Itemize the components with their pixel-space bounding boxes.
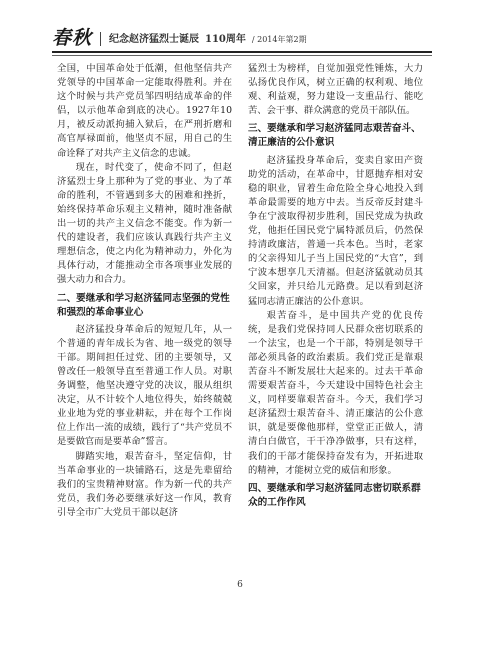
paragraph: 赵济猛投身革命后的短短几年，从一个普通的青年成长为省、地一级党的领导干部。期间担任过党、团的主要领导，又曾改任一般领导直至普通工作人员。对职务调整，他坚决遵守党的决议，服从组织决定，从不计较个人地位得失，始终兢兢业业地为党的事业耕耘，并在每个工作岗位上作出一流的成绩，践行了“共产党员不是要做官而是要革命”誓言。 (57, 323, 232, 448)
paragraph: 全国，中国革命处于低潮，但他坚信共产党领导的中国革命一定能取得胜利。并在这个时候与共产党员邹四明结成革命的伴侣，以示他革命到底的决心。1927年10月，被反动派拘捕入狱后，在严刑折磨和高官厚禄面前，他坚贞不屈，用自己的生命诠释了对共产主义信念的忠诚。 (57, 63, 232, 159)
right-column (248, 62, 423, 617)
paragraph: 艰苦奋斗，是中国共产党的优良传统，是我们党保持同人民群众密切联系的一个法宝，也是一个干部，特别是领导干部必须具备的政治素质。我们党正是靠艰苦奋斗不断发展壮大起来的。过去干革命需要艰苦奋斗，今天建设中国特色社会主义，同样要靠艰苦奋斗。今天，我们学习赵济猛烈士艰苦奋斗、清正廉洁的公仆意识，就是要像他那样，堂堂正正做人，清清白白做官，干干净净做事，只有这样，我们的干部才能保持奋发有为，开拓进取的精神，才能树立党的威信和形象。 (248, 309, 423, 476)
header-anniversary: 110周年 (205, 34, 246, 45)
section-heading-3: 三、要继承和学习赵济猛同志艰苦奋斗、清正廉洁的公仆意识 (248, 123, 421, 149)
header-rule-thick (52, 51, 432, 53)
page-header (52, 28, 432, 48)
journal-logo: 春秋 (52, 27, 93, 49)
paragraph: 脚踏实地，艰苦奋斗，坚定信仰，甘当革命事业的一块铺路石，这是先辈留给我们的宝贵精神财富。作为新一代的共产党员，我们务必要继承好这一作风，教育引导全市广大党员干部以赵济 (57, 450, 232, 518)
paragraph: 现在，时代变了，使命不同了，但赵济猛烈士身上那种为了党的事业、为了革命的胜利，不管遇到多大的困难和挫折，始终保持革命乐观主义精神，随时准备献出一切的共产主义信念不能变。作为新一代的建设者，我们应该认真践行共产主义理想信念，使之内化为精神动力，外化为具体行动，才能推动全市各项事业发展的强大动力和合力。 (57, 161, 232, 286)
paragraph: 猛烈士为榜样，自觉加强党性锤炼，大力弘扬优良作风，树立正确的权利观、地位观、利益观，努力建设一支重品行、能吃苦、会干事、群众满意的党员干部队伍。 (248, 63, 423, 117)
left-column (57, 62, 232, 617)
page-number: 6 (237, 580, 243, 590)
section-heading-2: 二、要继承和学习赵济猛同志坚强的党性和强烈的革命事业心 (57, 292, 230, 318)
header-rule-thin (52, 55, 432, 56)
header-separator (100, 32, 101, 46)
section-heading-4: 四、要继承和学习赵济猛同志密切联系群众的工作作风 (248, 482, 421, 508)
header-issue: / 2014年第2期 (251, 35, 307, 44)
paragraph: 赵济猛投身革命后，变卖自家田产资助党的活动，在革命中，甘愿抛弃相对安稳的职业，冒着生命危险全身心地投入到革命最需要的地方中去。当反帝反封建斗争在宁波取得初步胜利，国民党成为执政党，他拒任国民党宁属特派员后，仍然保持清政廉洁，普通一兵本色。当时，老家的父亲得知儿子当上国民党的“大官”，到宁波本想享几天清福。但赵济猛就动员其父回家，并只给儿元路费。足以看到赵济猛同志清正廉洁的公仆意识。 (248, 154, 423, 307)
header-title: 纪念赵济猛烈士诞辰 (109, 34, 200, 45)
